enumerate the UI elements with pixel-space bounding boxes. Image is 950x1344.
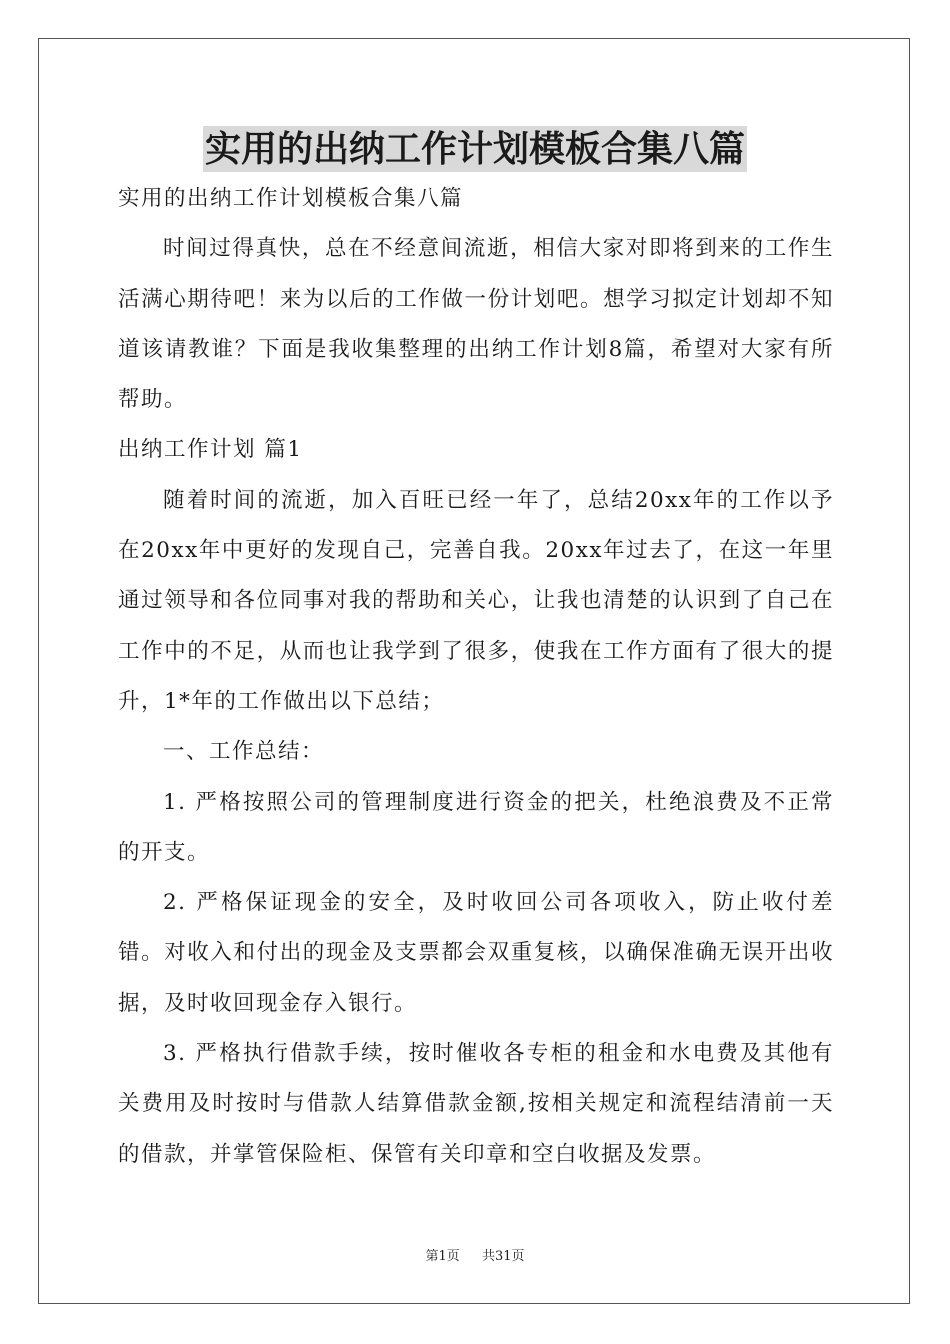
page-total: 共31页 <box>482 1249 525 1264</box>
paragraph-intro: 时间过得真快，总在不经意间流逝，相信大家对即将到来的工作生活满心期待吧！来为以后的工作做一份计划吧。想学习拟定计划却不知道该请教谁？下面是我收集整理的出纳工作计划8篇，希望对大家有所帮助。 <box>118 236 834 413</box>
paragraph-subtitle: 实用的出纳工作计划模板合集八篇 <box>118 186 464 211</box>
document-title: 实用的出纳工作计划模板合集八篇 <box>204 128 745 170</box>
subheading-work-summary: 一、工作总结： <box>163 739 325 765</box>
list-item-2: 2. 严格保证现金的安全，及时收回公司各项收入，防止收付差错。对收入和付出的现金及支票都会双重复核，以确保准确无误开出收据，及时收回现金存入银行。 <box>118 890 834 1016</box>
paragraph-summary: 随着时间的流逝，加入百旺已经一年了，总结20xx年的工作以予在20xx年中更好的发现自己，完善自我。20xx年过去了，在这一年里通过领导和各位同事对我的帮助和关心，让我也清楚的认识到了自己在工作中的不足，从而也让我学到了很多，使我在工作方面有了很大的提升，1*年的工作做出以下总结； <box>118 487 834 714</box>
title-container <box>0 126 950 172</box>
document-body <box>118 174 834 1180</box>
page-footer <box>0 1245 950 1264</box>
section-heading: 出纳工作计划 篇1 <box>118 437 303 463</box>
list-item-1: 1. 严格按照公司的管理制度进行资金的把关，杜绝浪费及不正常的开支。 <box>118 789 834 865</box>
list-item-3: 3. 严格执行借款手续，按时催收各专柜的租金和水电费及其他有关费用及时按时与借款人结算借款金额,按相关规定和流程结清前一天的借款，并掌管保险柜、保管有关印章和空白收据及发票。 <box>118 1041 834 1167</box>
page-number: 第1页 <box>425 1249 460 1264</box>
